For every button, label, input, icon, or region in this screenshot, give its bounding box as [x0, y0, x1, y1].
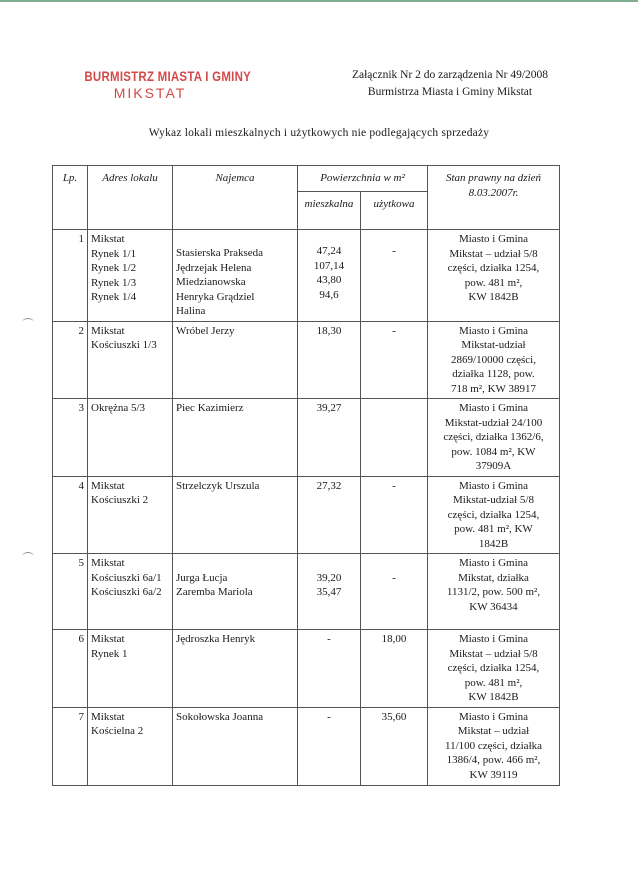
cell-stan-line: Miasto i Gmina	[458, 710, 529, 723]
cell-mieszkalna	[298, 630, 361, 708]
table-row	[53, 230, 560, 322]
cell-uzytkowa	[361, 630, 428, 708]
cell-lp: 1	[53, 230, 88, 322]
table-row	[53, 321, 560, 399]
cell-najemca-line: Sokołowska Joanna	[176, 710, 264, 723]
cell-uzytkowa	[361, 321, 428, 399]
cell-stan-line: Miasto i Gmina	[458, 402, 529, 414]
cell-adres-line: Mikstat	[91, 710, 125, 723]
cell-adres	[88, 476, 173, 554]
cell-stan-line: KW 1842B	[468, 291, 519, 303]
cell-mieszkalna	[298, 230, 361, 322]
cell-adres-line: Mikstat	[91, 479, 125, 492]
header-najemca: Najemca	[173, 166, 298, 230]
cell-adres	[88, 554, 173, 630]
cell-stan-line: części, działka 1362/6,	[443, 431, 544, 443]
cell-mieszkalna	[298, 476, 361, 554]
cell-adres-line: Rynek 1	[91, 647, 128, 660]
cell-mieszkalna-line: 18,30	[316, 324, 342, 337]
cell-najemca-line: Jędrzejak Helena	[176, 261, 252, 274]
cell-adres-line: Mikstat	[91, 633, 125, 645]
cell-adres	[88, 399, 173, 477]
header-stan: Stan prawny na dzień 8.03.2007r.	[428, 166, 560, 230]
cell-uzytkowa-line	[364, 401, 424, 416]
cell-najemca-line: Stasierska Prakseda	[176, 247, 264, 259]
cell-mieszkalna	[298, 399, 361, 477]
cell-stan-line: 1386/4, pow. 466 m²,	[446, 754, 541, 766]
cell-adres-line: Mikstat	[91, 233, 125, 245]
header-powierzchnia: Powierzchnia w m²	[298, 166, 428, 192]
cell-stan-line: KW 36434	[469, 600, 518, 613]
cell-mieszkalna-line: -	[327, 710, 331, 723]
table-header-row	[53, 166, 560, 192]
annex-line-1: Załącznik Nr 2 do zarządzenia Nr 49/2008	[351, 69, 549, 81]
cell-stan-line: 718 m², KW 38917	[451, 382, 536, 395]
cell-najemca-line: Miedzianowska	[176, 276, 246, 288]
cell-stan-line: Mikstat-udział	[461, 339, 526, 351]
cell-adres-line: Okrężna 5/3	[91, 402, 146, 414]
cell-mieszkalna-line: 43,80	[316, 274, 342, 286]
cell-najemca-line: Jędroszka Henryk	[176, 633, 256, 645]
cell-adres	[88, 321, 173, 399]
cell-uzytkowa-line: 35,60	[381, 710, 407, 723]
cell-mieszkalna-line: 35,47	[316, 586, 342, 598]
cell-mieszkalna-line: 47,24	[316, 245, 342, 257]
cell-adres-line: Rynek 1/2	[91, 262, 137, 274]
cell-stan	[428, 230, 560, 322]
header-adres: Adres lokalu	[88, 166, 173, 230]
cell-lp: 6	[53, 630, 88, 708]
cell-stan-line: Mikstat-udział 5/8	[453, 494, 534, 506]
cell-uzytkowa	[361, 476, 428, 554]
cell-stan-line: Mikstat – udział	[457, 725, 530, 737]
cell-stan-line: działka 1128, pow.	[452, 368, 535, 380]
cell-najemca	[173, 476, 298, 554]
cell-stan-line: 37909A	[475, 460, 512, 472]
cell-stan	[428, 321, 560, 399]
cell-stan-line: Mikstat – udział 5/8	[449, 247, 538, 260]
cell-stan-line: 2869/10000 części,	[451, 353, 536, 366]
cell-lp: 4	[53, 476, 88, 554]
cell-uzytkowa-line	[364, 556, 424, 571]
cell-stan	[428, 476, 560, 554]
table-row	[53, 476, 560, 554]
cell-najemca	[173, 630, 298, 708]
cell-stan-line: 11/100 części, działka	[444, 739, 543, 752]
cell-uzytkowa-line: -	[392, 479, 396, 492]
cell-najemca-line: Henryka Grądziel	[176, 290, 255, 303]
cell-stan-line: KW 39119	[469, 768, 518, 781]
cell-uzytkowa	[361, 707, 428, 785]
cell-adres-line: Mikstat	[91, 324, 125, 337]
cell-stan-line: Miasto i Gmina	[458, 324, 529, 337]
header-lp: Lp.	[53, 166, 88, 230]
cell-stan-line: KW 1842B	[468, 691, 519, 703]
cell-uzytkowa-line: -	[392, 245, 396, 257]
cell-stan-line: 1842B	[478, 537, 509, 550]
cell-najemca-line: Piec Kazimierz	[176, 402, 244, 414]
table-row	[53, 399, 560, 477]
cell-adres	[88, 707, 173, 785]
stamp-line-1: BURMISTRZ MIASTA I GMINY	[84, 68, 252, 84]
cell-stan-line: 1131/2, pow. 500 m²,	[446, 586, 541, 598]
header-uzytkowa: użytkowa	[361, 191, 428, 230]
cell-adres-line: Rynek 1/1	[91, 247, 137, 260]
cell-najemca-line: Halina	[176, 305, 206, 317]
cell-uzytkowa-line: 18,00	[381, 633, 407, 645]
table-row	[53, 630, 560, 708]
cell-adres-line: Kościelna 2	[91, 725, 144, 737]
cell-stan-line: części, działka 1254,	[447, 662, 540, 674]
cell-najemca-line: Wróbel Jerzy	[176, 324, 235, 337]
cell-adres-line: Kościuszki 6a/2	[91, 586, 162, 598]
cell-stan	[428, 399, 560, 477]
cell-najemca	[173, 230, 298, 322]
cell-uzytkowa-line: -	[392, 571, 396, 584]
annex-line-2: Burmistrza Miasta i Gminy Mikstat	[367, 86, 533, 98]
cell-najemca	[173, 399, 298, 477]
cell-uzytkowa	[361, 399, 428, 477]
cell-uzytkowa	[361, 554, 428, 630]
cell-stan-line: Miasto i Gmina	[458, 633, 529, 645]
cell-adres-line: Kościuszki 1/3	[91, 339, 157, 351]
cell-mieszkalna-line: -	[327, 633, 331, 645]
cell-stan	[428, 630, 560, 708]
cell-najemca-line: Strzelczyk Urszula	[176, 479, 260, 492]
cell-stan	[428, 554, 560, 630]
cell-adres	[88, 230, 173, 322]
scan-mark	[22, 552, 34, 561]
cell-mieszkalna-line: 39,27	[316, 402, 342, 414]
cell-mieszkalna	[298, 321, 361, 399]
document-title: Wykaz lokali mieszkalnych i użytkowych nie podlegających sprzedaży	[148, 127, 490, 139]
cell-lp: 7	[53, 707, 88, 785]
cell-stan-line: pow. 481 m²,	[464, 276, 523, 289]
cell-stan-line: Miasto i Gmina	[458, 233, 529, 245]
cell-najemca-line	[176, 556, 294, 571]
cell-stan-line: pow. 1084 m², KW	[451, 445, 536, 458]
cell-adres-line: Mikstat	[91, 557, 125, 569]
cell-stan-line: pow. 481 m²,	[464, 676, 523, 689]
cell-stan-line: pow. 481 m², KW	[454, 523, 533, 535]
cell-mieszkalna	[298, 707, 361, 785]
cell-mieszkalna-line: 27,32	[316, 479, 342, 492]
cell-stan-line: Mikstat-udział 24/100	[444, 416, 543, 429]
cell-stan-line: Miasto i Gmina	[458, 557, 529, 569]
cell-lp: 5	[53, 554, 88, 630]
cell-stan-line: Mikstat – udział 5/8	[449, 647, 538, 660]
cell-mieszkalna-line: 39,20	[316, 571, 342, 584]
cell-najemca	[173, 707, 298, 785]
table-row	[53, 554, 560, 630]
cell-uzytkowa-line: -	[392, 324, 396, 337]
cell-adres-line: Kościuszki 6a/1	[91, 571, 162, 584]
cell-mieszkalna-line: 94,6	[319, 288, 339, 301]
stamp-line-2: MIKSTAT	[113, 85, 187, 101]
cell-najemca-line: Jurga Łucja	[176, 571, 228, 584]
header-mieszkalna: mieszkalna	[298, 191, 361, 230]
annex-note	[330, 67, 570, 101]
cell-adres-line: Rynek 1/4	[91, 291, 137, 303]
table-row	[53, 707, 560, 785]
cell-stan-line: części, działka 1254,	[447, 508, 540, 521]
cell-stan-line: Miasto i Gmina	[458, 479, 529, 492]
cell-stan	[428, 707, 560, 785]
top-border-line	[0, 0, 638, 2]
cell-lp: 2	[53, 321, 88, 399]
cell-uzytkowa	[361, 230, 428, 322]
cell-adres-line: Rynek 1/3	[91, 276, 137, 289]
cell-najemca	[173, 321, 298, 399]
cell-najemca	[173, 554, 298, 630]
cell-lp: 3	[53, 399, 88, 477]
cell-najemca-line: Zaremba Mariola	[176, 586, 253, 598]
cell-stan-line: Mikstat, działka	[458, 571, 529, 584]
cell-mieszkalna-line	[301, 556, 357, 571]
scan-mark	[22, 318, 34, 327]
mayor-stamp	[70, 68, 252, 101]
premises-table	[52, 165, 560, 786]
cell-adres-line: Kościuszki 2	[91, 494, 149, 506]
cell-adres	[88, 630, 173, 708]
cell-mieszkalna-line: 107,14	[313, 259, 345, 272]
cell-stan-line: części, działka 1254,	[447, 262, 540, 274]
cell-mieszkalna	[298, 554, 361, 630]
